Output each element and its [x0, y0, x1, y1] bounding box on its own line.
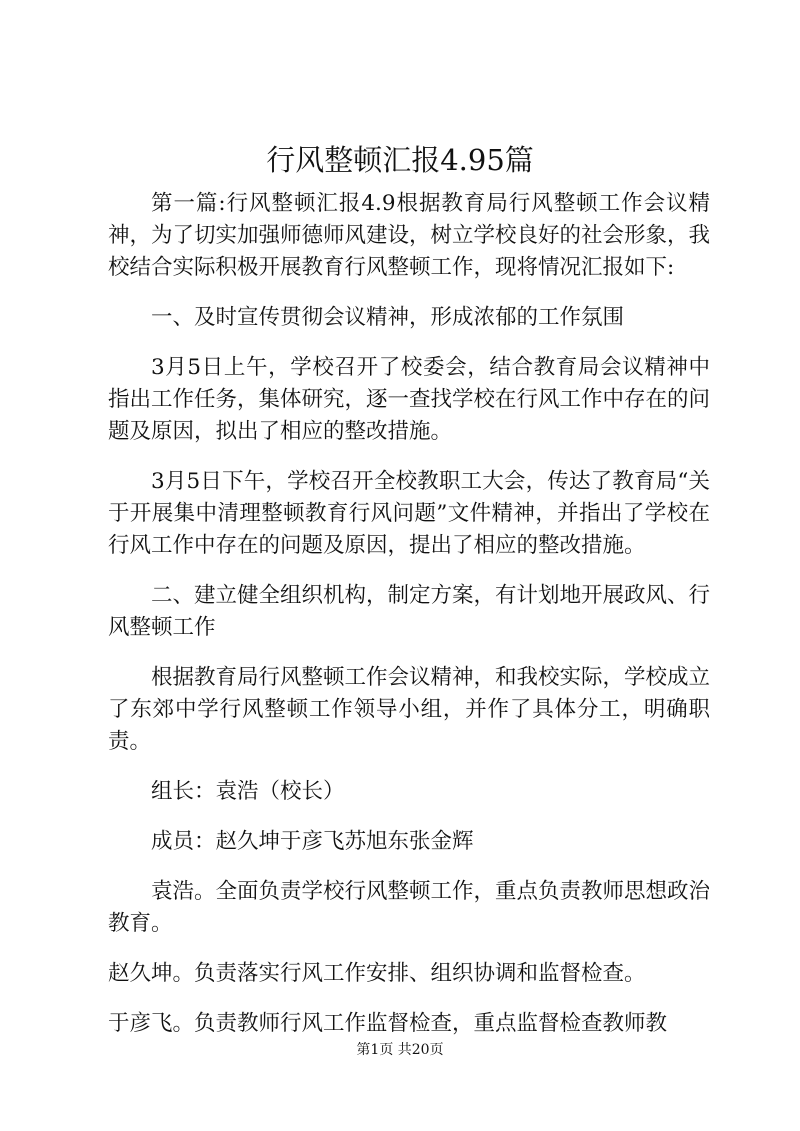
- document-title: 行风整顿汇报4.95篇: [266, 143, 534, 177]
- paragraph-duty-yuan: 袁浩。全面负责学校行风整顿工作，重点负责教师思想政治教育。: [108, 879, 711, 936]
- paragraph-members: 成员：赵久坤于彦飞苏旭东张金辉: [151, 829, 474, 854]
- paragraph-leadership-group: 根据教育局行风整顿工作会议精神，和我校实际，学校成立了东郊中学行风整顿工作领导小组，并作了具体分工，明确职责。: [108, 665, 711, 754]
- paragraph-leader: 组长：袁浩（校长）: [151, 779, 345, 804]
- heading-section-1: 一、及时宣传贯彻会议精神，形成浓郁的工作氛围: [151, 305, 625, 330]
- paragraph-afternoon-meeting: 3月5日下午，学校召开全校教职工大会，传达了教育局“关于开展集中清理整顿教育行风问题”文件精神，并指出了学校在行风工作中存在的问题及原因，提出了相应的整改措施。: [108, 469, 710, 558]
- document-body: [108, 188, 710, 1040]
- paragraph-intro: 第一篇:行风整顿汇报4.9根据教育局行风整顿工作会议精神，为了切实加强师德师风建设，树立学校良好的社会形象，我校结合实际积极开展教育行风整顿工作，现将情况汇报如下:: [108, 191, 711, 280]
- paragraph-duty-yu: 于彦飞。负责教师行风工作监督检查，重点监督检查教师教: [108, 1011, 668, 1036]
- heading-section-2: 二、建立健全组织机构，制定方案，有计划地开展政风、行风整顿工作: [108, 583, 711, 640]
- paragraph-morning-meeting: 3月5日上午，学校召开了校委会，结合教育局会议精神中指出工作任务，集体研究，逐一查找学校在行风工作中存在的问题及原因，拟出了相应的整改措施。: [108, 355, 711, 444]
- page-footer: 第1页 共20页: [356, 1042, 444, 1058]
- paragraph-duty-zhao: 赵久坤。负责落实行风工作安排、组织协调和监督检查。: [108, 961, 646, 986]
